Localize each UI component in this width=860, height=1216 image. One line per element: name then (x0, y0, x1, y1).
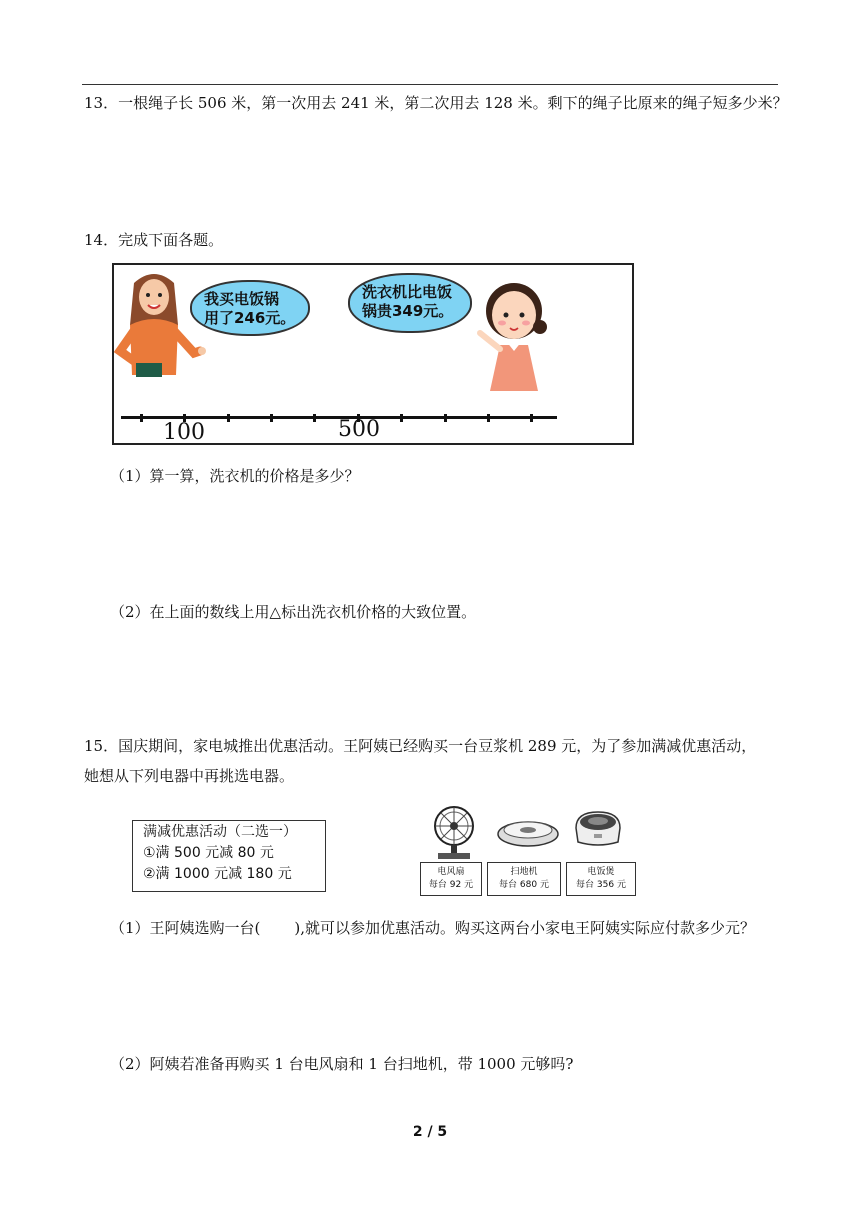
number-line-tick (487, 414, 490, 422)
number-line-tick (140, 414, 143, 422)
part-1-prefix: （1）王阿姨选购一台( (110, 919, 261, 937)
promotion-title: 满减优惠活动（二选一） (143, 824, 297, 840)
bubble-woman-line1: 我买电饭锅 (204, 290, 280, 308)
bubble-girl-line2: 锅贵349元。 (362, 302, 454, 320)
question-15-line-1: 15．国庆期间，家电城推出优惠活动。王阿姨已经购买一台豆浆机 289 元，为了参加满减优惠活动， (84, 737, 757, 755)
question-14-part-1: （1）算一算，洗衣机的价格是多少？ (110, 467, 360, 485)
promotion-option-2: ②满 1000 元减 180 元 (143, 866, 292, 882)
bubble-woman-line2: 用了246元。 (204, 309, 296, 327)
product-name: 电饭煲 (587, 867, 615, 877)
number-line-tick (227, 414, 230, 422)
number-line-tick (530, 414, 533, 422)
question-14-figure (112, 263, 634, 445)
page-number: 2 / 5 (412, 1124, 448, 1140)
question-14: 14．完成下面各题。 (84, 231, 224, 249)
product-price: 每台 680 元 (499, 880, 549, 890)
product-name: 电风扇 (437, 867, 465, 877)
product-card-robot-vacuum (487, 862, 561, 896)
product-card-fan (420, 862, 482, 896)
robot-vacuum-icon (496, 816, 560, 848)
woman-illustration (114, 265, 214, 385)
bubble-girl-line1: 洗衣机比电饭 (362, 283, 453, 301)
promotion-option-1: ①满 500 元减 80 元 (143, 845, 274, 861)
speech-bubble-girl (348, 273, 472, 333)
top-rule (82, 84, 778, 85)
number-line-tick (270, 414, 273, 422)
number-line-label-100: 100 (163, 420, 205, 445)
question-15-part-1 (110, 918, 755, 938)
girl-illustration (472, 275, 556, 393)
question-14-part-2: （2）在上面的数线上用△标出洗衣机价格的大致位置。 (110, 603, 477, 621)
product-card-rice-cooker (566, 862, 636, 896)
question-15-line-2: 她想从下列电器中再挑选电器。 (84, 767, 295, 785)
number-line-tick (444, 414, 447, 422)
number-line-label-500: 500 (338, 417, 380, 442)
number-line-tick (400, 414, 403, 422)
speech-bubble-woman (190, 280, 310, 336)
number-line-tick (313, 414, 316, 422)
promotion-box (132, 820, 326, 892)
question-13: 13．一根绳子长 506 米，第一次用去 241 米，第二次用去 128 米。剩下的绳子比原来的绳子短多少米？ (84, 94, 788, 112)
product-price: 每台 356 元 (576, 880, 626, 890)
question-15-part-2: （2）阿姨若准备再购买 1 台电风扇和 1 台扫地机，带 1000 元够吗? (110, 1055, 574, 1073)
rice-cooker-icon (572, 808, 624, 848)
part-1-suffix: ),就可以参加优惠活动。购买这两台小家电王阿姨实际应付款多少元？ (294, 919, 756, 937)
fan-icon (424, 804, 484, 860)
product-name: 扫地机 (510, 867, 538, 877)
product-price: 每台 92 元 (428, 880, 474, 890)
